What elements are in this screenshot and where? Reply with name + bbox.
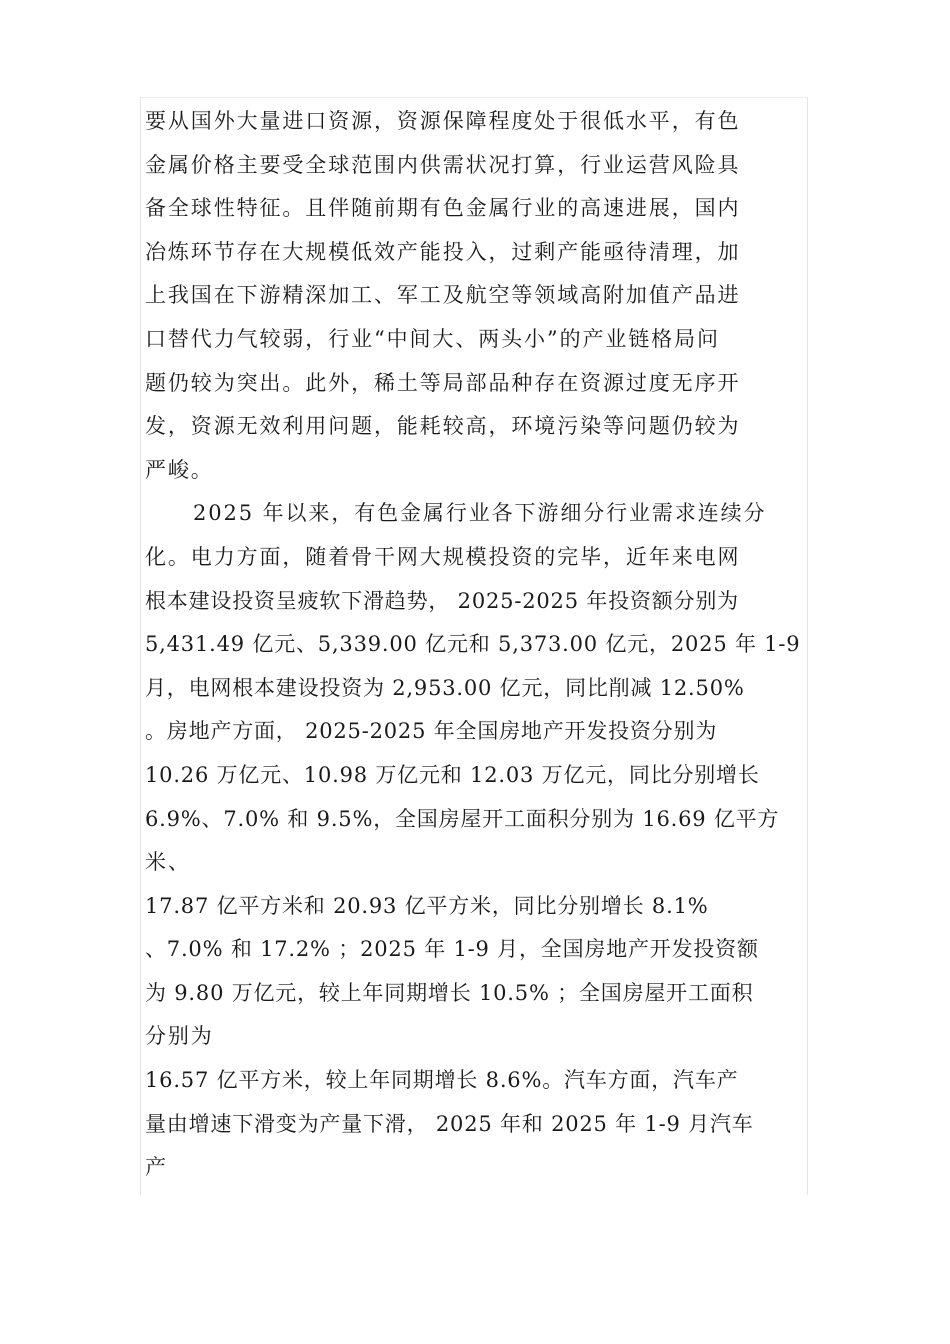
text-line: 。房地产方面， 2025-2025 年全国房地产开发投资分别为 bbox=[145, 719, 718, 744]
text-line: 分别为 bbox=[145, 1024, 214, 1049]
text-line: 米、 bbox=[145, 850, 191, 875]
text-line: 为 9.80 万亿元，较上年同期增长 10.5% ；全国房屋开工面积 bbox=[145, 980, 754, 1005]
text-line: 冶炼环节存在大规模低效产能投入，过剩产能亟待清理，加 bbox=[145, 239, 741, 264]
text-line: 题仍较为突出。此外，稀土等局部品种存在资源过度无序开 bbox=[145, 370, 741, 395]
text-line: 10.26 万亿元、10.98 万亿元和 12.03 万亿元，同比分别增长 bbox=[145, 762, 760, 787]
text-line: 化。电力方面，随着骨干网大规模投资的完毕，近年来电网 bbox=[145, 544, 741, 569]
text-line: 量由增速下滑变为产量下滑， 2025 年和 2025 年 1-9 月汽车 bbox=[145, 1111, 754, 1136]
text-line: 产 bbox=[145, 1155, 168, 1180]
text-line: 上我国在下游精深加工、军工及航空等领域高附加值产品进 bbox=[145, 283, 741, 308]
text-line: 16.57 亿平方米，较上年同期增长 8.6%。汽车方面，汽车产 bbox=[145, 1068, 739, 1093]
document-body bbox=[145, 100, 825, 1190]
text-line: 5,431.49 亿元、5,339.00 亿元和 5,373.00 亿元，2025 年 1-9 bbox=[145, 632, 801, 657]
text-line: 备全球性特征。且伴随前期有色金属行业的高速进展，国内 bbox=[145, 196, 741, 221]
text-line: 发，资源无效利用问题，能耗较高，环境污染等问题仍较为 bbox=[145, 414, 741, 439]
text-line: 17.87 亿平方米和 20.93 亿平方米，同比分别增长 8.1% bbox=[145, 893, 709, 918]
text-line: 要从国外大量进口资源，资源保障程度处于很低水平，有色 bbox=[145, 109, 741, 133]
text-line: 6.9%、7.0% 和 9.5%，全国房屋开工面积分别为 16.69 亿平方 bbox=[145, 806, 780, 831]
text-line: 根本建设投资呈疲软下滑趋势， 2025-2025 年投资额分别为 bbox=[145, 588, 739, 613]
paragraph-start-line: 2025 年以来，有色金属行业各下游细分行业需求连续分 bbox=[193, 501, 767, 526]
text-line: 口替代力气较弱，行业“中间大、两头小”的产业链格局问 bbox=[145, 326, 720, 351]
text-line: 月，电网根本建设投资为 2,953.00 亿元，同比削减 12.50% bbox=[145, 675, 745, 700]
text-line: 严峻。 bbox=[145, 457, 214, 482]
text-line: 、7.0% 和 17.2% ；2025 年 1-9 月，全国房地产开发投资额 bbox=[145, 937, 759, 962]
text-line: 金属价格主要受全球范围内供需状况打算，行业运营风险具 bbox=[145, 152, 741, 177]
